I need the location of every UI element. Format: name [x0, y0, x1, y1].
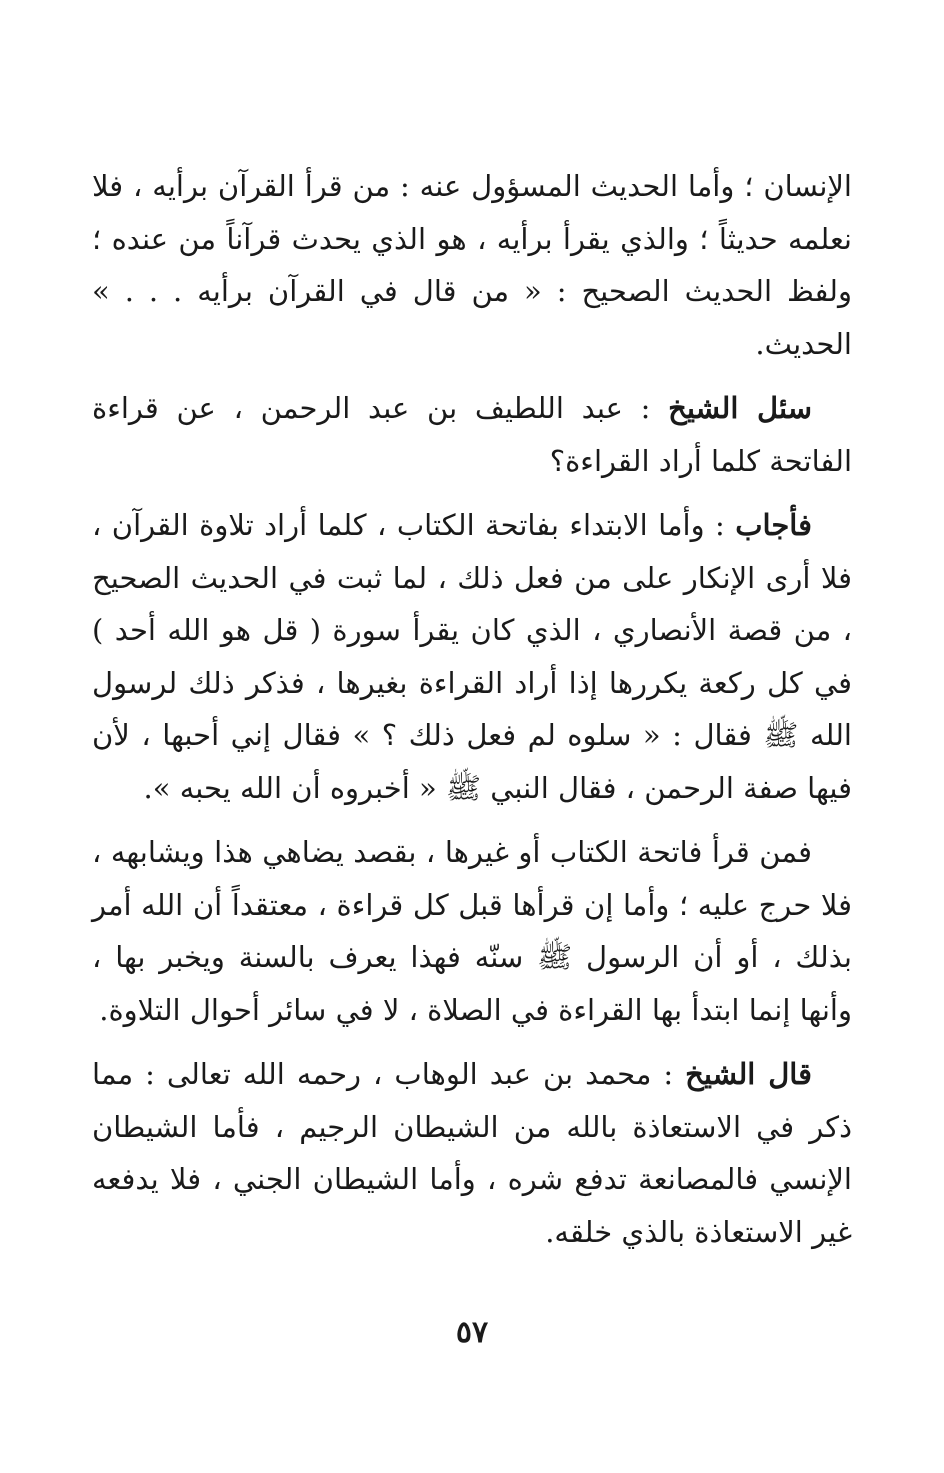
paragraph-text: الإنسان ؛ وأما الحديث المسؤول عنه : من قرأ القرآن برأيه ، فلا نعلمه حديثاً ؛ والذي يقرأ برأيه ، هو الذي يحدث قرآناً من عنده ؛ ولفظ الحديث الصحيح : « من قال في القرآن برأيه . . . » الحديث. [92, 169, 852, 361]
paragraph-label: قال الشيخ [685, 1057, 812, 1091]
page-number: ٥٧ [455, 1315, 489, 1350]
paragraph-text: : محمد بن عبد الوهاب ، رحمه الله تعالى : مما ذكر في الاستعاذة بالله من الشيطان الرجيم ، فأما الشيطان الإنسي فالمصانعة تدفع شره ، وأما الشيطان الجني ، فلا يدفعه غير الاستعاذة بالذي خلقه. [92, 1057, 852, 1249]
paragraph-text: : عبد اللطيف بن عبد الرحمن ، عن قراءة الفاتحة كلما أراد القراءة؟ [92, 391, 852, 478]
paragraph-quote [92, 1048, 852, 1258]
paragraph-ruling [92, 826, 852, 1036]
paragraph-label: سئل الشيخ [668, 391, 812, 425]
page-body [92, 160, 852, 1258]
paragraph-question [92, 382, 852, 487]
paragraph-text: فمن قرأ فاتحة الكتاب أو غيرها ، بقصد يضاهي هذا ويشابهه ، فلا حرج عليه ؛ وأما إن قرأها قبل كل قراءة ، معتقداً أن الله أمر بذلك ، أو أن الرسول ﷺ سنّه فهذا يعرف بالسنة ويخبر بها ، وأنها إنما ابتدأ بها القراءة في الصلاة ، لا في سائر أحوال التلاوة. [92, 835, 852, 1027]
paragraph-label: فأجاب [735, 508, 812, 542]
paragraph-continuation [92, 160, 852, 370]
paragraph-text: : وأما الابتداء بفاتحة الكتاب ، كلما أراد تلاوة القرآن ، فلا أرى الإنكار على من فعل ذلك ، لما ثبت في الحديث الصحيح ، من قصة الأنصاري ، الذي كان يقرأ سورة ( قل هو الله أحد ) في كل ركعة يكررها إذا أراد القراءة بغيرها ، فذكر ذلك لرسول الله ﷺ فقال : « سلوه لم فعل ذلك ؟ » فقال إني أحبها ، لأن فيها صفة الرحمن ، فقال النبي ﷺ « أخبروه أن الله يحبه ». [92, 508, 852, 805]
paragraph-answer [92, 499, 852, 814]
